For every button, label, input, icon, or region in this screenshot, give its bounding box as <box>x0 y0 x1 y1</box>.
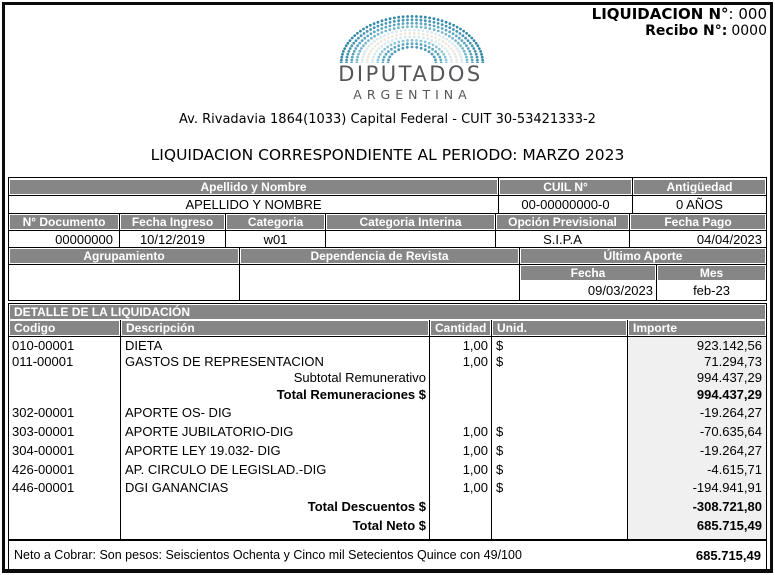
detail-descripcion: Total Descuentos $ <box>120 497 429 516</box>
detail-importe: 923.142,56 <box>627 337 766 353</box>
detail-cantidad: 1,00 <box>429 478 491 497</box>
data-row-2 <box>9 231 766 248</box>
ultimo-aporte-header-cell <box>519 248 766 264</box>
detail-cantidad <box>429 385 491 403</box>
dependencia-header-cell <box>239 248 519 264</box>
ultimo-aporte-header: Último Aporte <box>521 249 765 263</box>
detail-importe: -19.264,27 <box>627 403 766 422</box>
cuil-value: 00-00000000-0 <box>498 196 632 213</box>
categoria-interina-header-cell <box>325 214 495 230</box>
importe-column-header: Importe <box>629 321 765 335</box>
detail-row <box>9 403 766 422</box>
documento-value: 00000000 <box>55 231 113 247</box>
detail-row <box>9 497 766 516</box>
detalle-title: DETALLE DE LA LIQUIDACIÓN <box>10 305 765 319</box>
detail-importe: -194.941,91 <box>627 478 766 497</box>
detail-unid: $ <box>491 478 627 497</box>
detail-unid: $ <box>491 422 627 441</box>
receipt-numbers <box>592 6 767 39</box>
documento-header-cell <box>9 214 119 230</box>
ultimo-aporte-fecha-cell <box>519 265 656 300</box>
descripcion-column-header: Descripción <box>122 321 428 335</box>
unid-column-header: Unid. <box>493 321 626 335</box>
agrupamiento-value <box>9 265 239 300</box>
detail-row <box>9 353 766 369</box>
detail-codigo: 303-00001 <box>12 424 75 439</box>
detail-codigo: 446-00001 <box>12 480 75 495</box>
detail-codigo: 302-00001 <box>12 405 75 420</box>
data-row-1 <box>9 196 766 214</box>
liquidacion-number-label: LIQUIDACION N° <box>591 5 729 23</box>
detalle-title-bar <box>9 304 766 320</box>
detail-unid: $ <box>491 337 627 353</box>
detalle-column-headers <box>9 320 766 337</box>
cantidad-column-header: Cantidad <box>431 321 490 335</box>
detail-cantidad: 1,00 <box>429 353 491 369</box>
detail-cantidad <box>429 497 491 516</box>
fecha-pago-header-cell <box>629 214 766 230</box>
documento-header: N° Documento <box>10 215 118 229</box>
detail-row <box>9 516 766 535</box>
detail-codigo <box>9 385 120 403</box>
detail-importe: 994.437,29 <box>627 385 766 403</box>
detail-descripcion: Subtotal Remunerativo <box>120 369 429 385</box>
detail-cantidad <box>429 403 491 422</box>
ultimo-aporte-mes-header: Mes <box>658 266 765 280</box>
detail-descripcion: APORTE JUBILATORIO-DIG <box>120 422 429 441</box>
org-country: ARGENTINA <box>353 87 472 102</box>
apellido-value: APELLIDO Y NOMBRE <box>185 197 322 212</box>
detail-importe: 994.437,29 <box>627 369 766 385</box>
fecha-pago-header: Fecha Pago <box>631 215 765 229</box>
detail-row <box>9 478 766 497</box>
detail-unid <box>491 497 627 516</box>
cantidad-column-header-cell <box>429 320 491 336</box>
recibo-number-label: Recibo N°: <box>645 23 728 40</box>
detail-unid: $ <box>491 353 627 369</box>
detail-cantidad: 1,00 <box>429 337 491 353</box>
employee-info-table <box>8 177 767 301</box>
data-row-3 <box>9 265 766 300</box>
detail-descripcion: Total Neto $ <box>120 516 429 535</box>
detail-row <box>9 441 766 460</box>
categoria-header: Categoria <box>227 215 324 229</box>
categoria-header-cell <box>225 214 325 230</box>
apellido-header: Apellido y Nombre <box>10 180 497 194</box>
detail-unid <box>491 516 627 535</box>
detail-unid: $ <box>491 441 627 460</box>
liquidacion-number-value: : 000 <box>728 5 767 23</box>
header-row-2 <box>9 214 766 231</box>
codigo-column-header: Codigo <box>10 321 119 335</box>
detail-row <box>9 422 766 441</box>
descripcion-column-header-cell <box>120 320 429 336</box>
fecha-ingreso-header-cell <box>119 214 225 230</box>
detail-importe: -308.721,80 <box>627 497 766 516</box>
cuil-header: CUIL N° <box>500 180 631 194</box>
detail-descripcion: APORTE OS- DIG <box>120 403 429 422</box>
detail-row <box>9 337 766 353</box>
detalle-section <box>8 303 767 540</box>
detail-cantidad: 1,00 <box>429 422 491 441</box>
ultimo-aporte-mes-value: feb-23 <box>693 283 730 298</box>
fecha-pago-value: 04/04/2023 <box>629 231 766 247</box>
detail-cantidad: 1,00 <box>429 441 491 460</box>
ultimo-aporte-fecha-header: Fecha <box>521 266 655 280</box>
detail-unid: $ <box>491 460 627 478</box>
payslip-page <box>2 2 773 573</box>
detail-cantidad <box>429 516 491 535</box>
detail-unid <box>491 385 627 403</box>
neto-a-cobrar-text: Neto a Cobrar: Son pesos: Seiscientos Ochenta y Cinco mil Setecientos Quince con 49/100 <box>14 548 522 562</box>
importe-column-header-cell <box>627 320 766 336</box>
detail-codigo <box>9 369 120 385</box>
categoria-value: w01 <box>225 231 325 247</box>
antiguedad-header-cell <box>632 178 766 195</box>
detail-codigo: 304-00001 <box>12 443 75 458</box>
detail-codigo: 010-00001 <box>12 337 75 353</box>
opcion-previsional-value: S.I.P.A <box>495 231 629 247</box>
codigo-column-header-cell <box>9 320 120 336</box>
detail-cantidad <box>429 369 491 385</box>
detail-importe: -4.615,71 <box>627 460 766 478</box>
detail-unid <box>491 369 627 385</box>
ultimo-aporte-fecha-value: 09/03/2023 <box>587 283 653 298</box>
detail-codigo <box>9 516 120 535</box>
fecha-ingreso-value: 10/12/2019 <box>119 231 225 247</box>
neto-a-cobrar-value: 685.715,49 <box>695 547 761 563</box>
detail-cantidad: 1,00 <box>429 460 491 478</box>
detail-importe: 685.715,49 <box>627 516 766 535</box>
detail-row <box>9 460 766 478</box>
detail-importe: -19.264,27 <box>627 441 766 460</box>
detail-descripcion: Total Remuneraciones $ <box>120 385 429 403</box>
agrupamiento-header: Agrupamiento <box>10 249 238 263</box>
dependencia-value <box>239 265 519 300</box>
agrupamiento-header-cell <box>9 248 239 264</box>
fecha-ingreso-header: Fecha Ingreso <box>121 215 224 229</box>
detail-row <box>9 385 766 403</box>
liquidacion-number <box>592 6 767 23</box>
detail-importe: -70.635,64 <box>627 422 766 441</box>
antiguedad-value: 0 AÑOS <box>632 196 766 213</box>
detail-importe: 71.294,73 <box>627 353 766 369</box>
categoria-interina-header: Categoria Interina <box>327 215 494 229</box>
neto-a-cobrar-bar <box>8 539 767 569</box>
opcion-previsional-header: Opción Previsional <box>497 215 628 229</box>
categoria-interina-value <box>325 231 495 247</box>
diputados-hemicycle-logo-icon <box>337 13 487 63</box>
detail-unid <box>491 403 627 422</box>
header-row-1 <box>9 178 766 196</box>
header-row-3 <box>9 248 766 265</box>
ultimo-aporte-mes-cell <box>656 265 766 300</box>
unid-column-header-cell <box>491 320 627 336</box>
org-address: Av. Rivadavia 1864(1033) Capital Federal - CUIT 30-53421333-2 <box>179 112 596 127</box>
detail-codigo: 426-00001 <box>12 461 75 477</box>
detail-row <box>9 369 766 385</box>
recibo-number-value: 0000 <box>731 23 767 40</box>
detail-codigo: 011-00001 <box>12 353 74 369</box>
opcion-previsional-header-cell <box>495 214 629 230</box>
apellido-header-cell <box>9 178 498 195</box>
org-name: DIPUTADOS <box>338 62 483 86</box>
antiguedad-header: Antigüedad <box>634 180 765 194</box>
dependencia-header: Dependencia de Revista <box>241 249 518 263</box>
detalle-rows <box>9 337 766 540</box>
period-title: LIQUIDACION CORRESPONDIENTE AL PERIODO: MARZO 2023 <box>150 146 625 164</box>
detail-descripcion: DGI GANANCIAS <box>120 478 429 497</box>
detail-descripcion: GASTOS DE REPRESENTACION <box>120 353 429 369</box>
detail-descripcion: APORTE LEY 19.032- DIG <box>120 441 429 460</box>
detail-descripcion: AP. CIRCULO DE LEGISLAD.-DIG <box>120 460 429 478</box>
detail-descripcion: DIETA <box>120 337 429 353</box>
detail-codigo <box>9 497 120 516</box>
recibo-number <box>592 23 767 39</box>
cuil-header-cell <box>498 178 632 195</box>
